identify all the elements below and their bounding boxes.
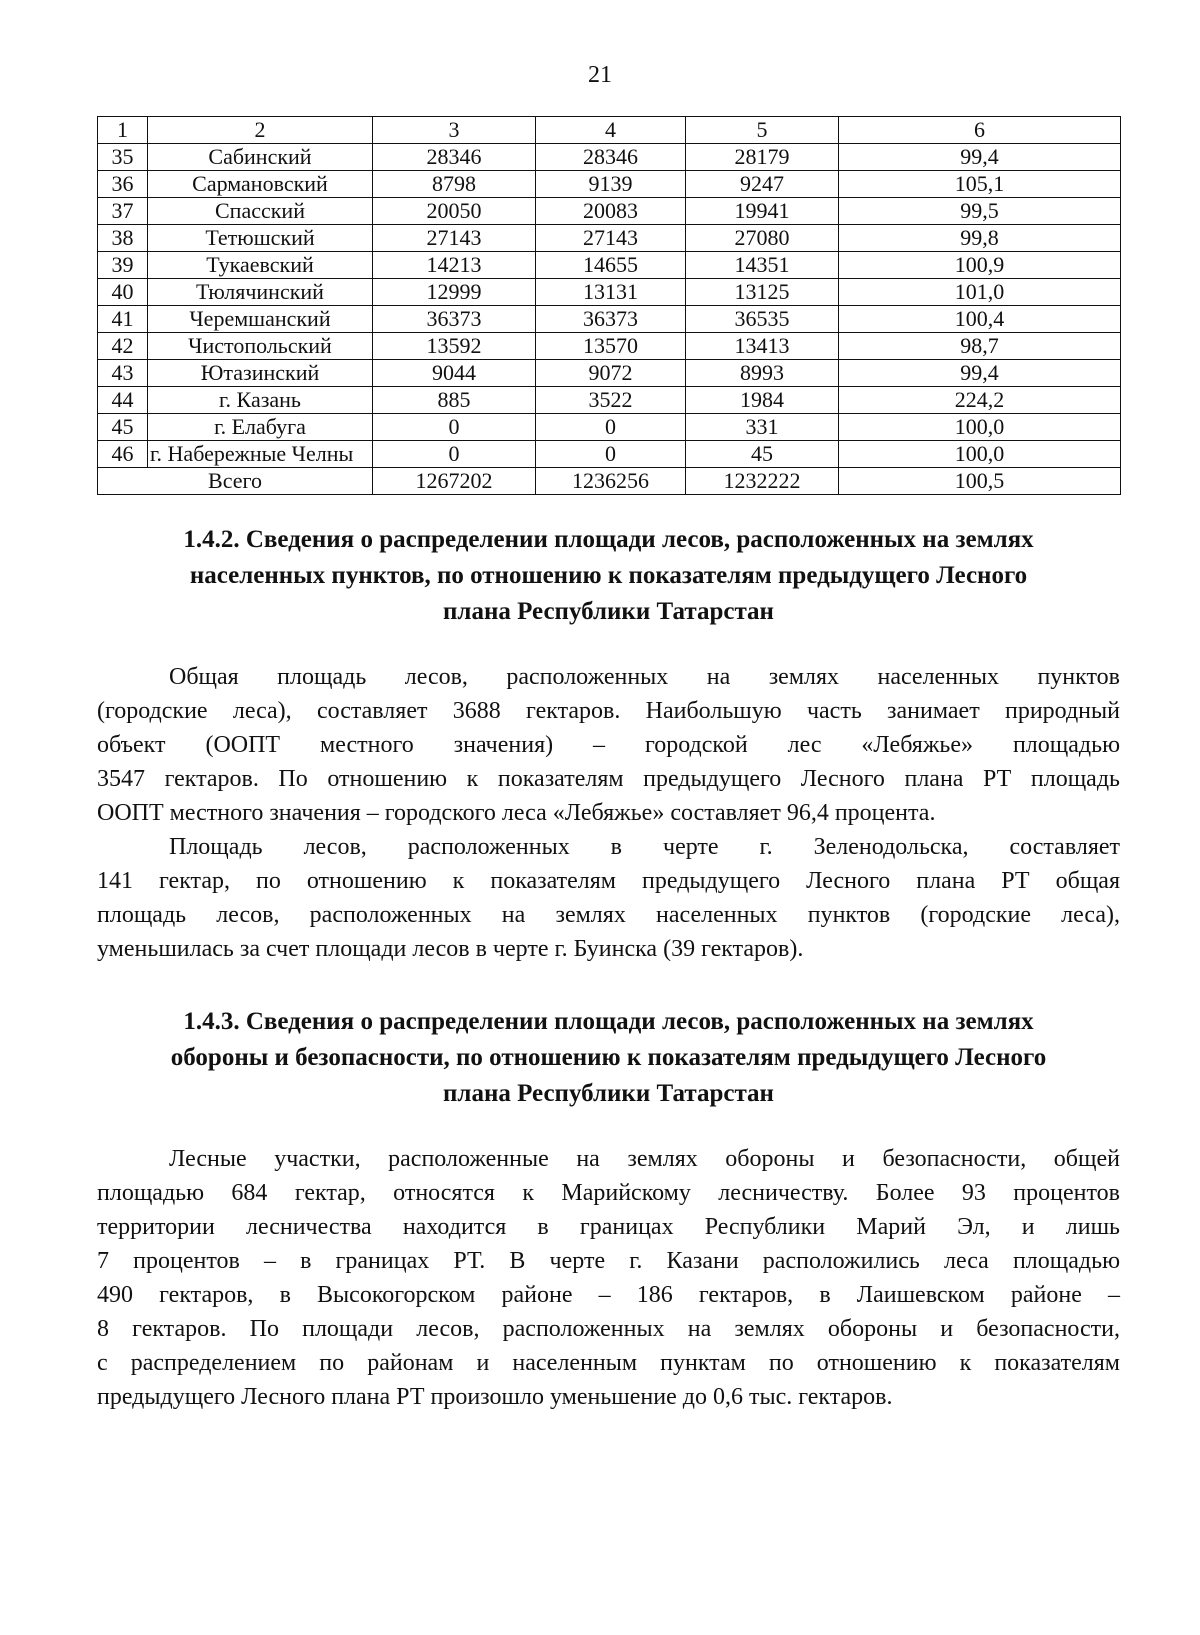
district-name: г. Набережные Челны [148, 441, 373, 468]
table-row [98, 252, 1121, 279]
district-name: Тетюшский [148, 225, 373, 252]
row-number: 35 [98, 144, 148, 171]
section-1-4-2-paragraph-1 [97, 660, 1120, 830]
value-cell: 9072 [536, 360, 686, 387]
value-cell: 13131 [536, 279, 686, 306]
value-cell: 28346 [373, 144, 536, 171]
title-line: 1.4.3. Сведения о распределении площади лесов, расположенных на землях [183, 1008, 1034, 1035]
value-cell: 0 [373, 414, 536, 441]
text-line: объект (ООПТ местного значения) – городской лес «Лебяжье» площадью [97, 732, 1120, 758]
text-line: Лесные участки, расположенные на землях обороны и безопасности, общей [169, 1146, 1120, 1172]
text-line: (городские леса), составляет 3688 гектаров. Наибольшую часть занимает природный [97, 698, 1120, 724]
text-line: Общая площадь лесов, расположенных на землях населенных пунктов [169, 664, 1120, 690]
text-line: территории лесничества находится в границах Республики Марий Эл, и лишь [97, 1214, 1120, 1240]
value-cell: 28179 [686, 144, 839, 171]
table-row [98, 333, 1121, 360]
row-number: 43 [98, 360, 148, 387]
header-cell: 1 [98, 117, 148, 144]
row-number: 45 [98, 414, 148, 441]
value-cell: 1984 [686, 387, 839, 414]
percent-cell: 100,4 [839, 306, 1121, 333]
value-cell: 27080 [686, 225, 839, 252]
percent-cell: 99,4 [839, 144, 1121, 171]
table-row [98, 225, 1121, 252]
percent-cell: 99,4 [839, 360, 1121, 387]
text-line: Площадь лесов, расположенных в черте г. Зеленодольска, составляет [169, 834, 1120, 860]
district-name: Сармановский [148, 171, 373, 198]
row-number: 41 [98, 306, 148, 333]
table-row [98, 144, 1121, 171]
percent-cell: 99,8 [839, 225, 1121, 252]
value-cell: 20083 [536, 198, 686, 225]
value-cell: 19941 [686, 198, 839, 225]
value-cell: 13413 [686, 333, 839, 360]
value-cell: 14351 [686, 252, 839, 279]
value-cell: 8993 [686, 360, 839, 387]
percent-cell: 100,0 [839, 441, 1121, 468]
value-cell: 28346 [536, 144, 686, 171]
district-name: Спасский [148, 198, 373, 225]
total-value: 1267202 [373, 468, 536, 495]
table-row [98, 360, 1121, 387]
section-1-4-2-paragraph-2 [97, 830, 1120, 966]
text-line: 8 гектаров. По площади лесов, расположенных на землях обороны и безопасности, [97, 1316, 1120, 1342]
value-cell: 36373 [536, 306, 686, 333]
percent-cell: 99,5 [839, 198, 1121, 225]
title-line: плана Республики Татарстан [443, 1080, 774, 1107]
district-name: г. Казань [148, 387, 373, 414]
section-1-4-2-title [97, 522, 1120, 630]
text-line: 490 гектаров, в Высокогорском районе – 186 гектаров, в Лаишевском районе – [97, 1282, 1120, 1308]
district-name: Сабинский [148, 144, 373, 171]
table-row [98, 387, 1121, 414]
row-number: 36 [98, 171, 148, 198]
value-cell: 0 [536, 441, 686, 468]
percent-cell: 100,9 [839, 252, 1121, 279]
page-number: 21 [588, 62, 612, 88]
percent-cell: 98,7 [839, 333, 1121, 360]
district-name: Черемшанский [148, 306, 373, 333]
header-cell: 3 [373, 117, 536, 144]
district-name: Ютазинский [148, 360, 373, 387]
table-row [98, 171, 1121, 198]
forest-area-table [97, 116, 1121, 495]
row-number: 44 [98, 387, 148, 414]
text-line: 141 гектар, по отношению к показателям предыдущего Лесного плана РТ общая [97, 868, 1120, 894]
table-header-row [98, 117, 1121, 144]
text-line: с распределением по районам и населенным пунктам по отношению к показателям [97, 1350, 1120, 1376]
value-cell: 20050 [373, 198, 536, 225]
row-number: 38 [98, 225, 148, 252]
district-name: г. Елабуга [148, 414, 373, 441]
section-1-4-3-title [97, 1004, 1120, 1112]
title-line: населенных пунктов, по отношению к показателям предыдущего Лесного [189, 562, 1028, 589]
value-cell: 27143 [536, 225, 686, 252]
title-line: плана Республики Татарстан [443, 598, 774, 625]
text-line: 7 процентов – в границах РТ. В черте г. Казани расположились леса площадью [97, 1248, 1120, 1274]
value-cell: 13570 [536, 333, 686, 360]
table-row [98, 279, 1121, 306]
table-row [98, 441, 1121, 468]
value-cell: 13592 [373, 333, 536, 360]
text-line: 3547 гектаров. По отношению к показателям предыдущего Лесного плана РТ площадь [97, 766, 1120, 792]
value-cell: 9139 [536, 171, 686, 198]
value-cell: 9044 [373, 360, 536, 387]
header-cell: 6 [839, 117, 1121, 144]
total-value: 1236256 [536, 468, 686, 495]
table-total-row [98, 468, 1121, 495]
value-cell: 9247 [686, 171, 839, 198]
section-1-4-3-paragraph-1 [97, 1142, 1120, 1414]
value-cell: 0 [536, 414, 686, 441]
percent-cell: 224,2 [839, 387, 1121, 414]
district-name: Чистопольский [148, 333, 373, 360]
value-cell: 45 [686, 441, 839, 468]
value-cell: 13125 [686, 279, 839, 306]
header-cell: 2 [148, 117, 373, 144]
text-line: площадь лесов, расположенных на землях населенных пунктов (городские леса), [97, 902, 1120, 928]
title-line: обороны и безопасности, по отношению к показателям предыдущего Лесного [170, 1044, 1047, 1071]
text-line: уменьшилась за счет площади лесов в черте г. Буинска (39 гектаров). [97, 936, 804, 962]
header-cell: 4 [536, 117, 686, 144]
value-cell: 14213 [373, 252, 536, 279]
total-value: 1232222 [686, 468, 839, 495]
value-cell: 27143 [373, 225, 536, 252]
district-name: Тюлячинский [148, 279, 373, 306]
district-name: Тукаевский [148, 252, 373, 279]
text-line: площадью 684 гектар, относятся к Марийскому лесничеству. Более 93 процентов [97, 1180, 1120, 1206]
text-line: ООПТ местного значения – городского леса «Лебяжье» составляет 96,4 процента. [97, 800, 936, 826]
value-cell: 0 [373, 441, 536, 468]
value-cell: 36373 [373, 306, 536, 333]
value-cell: 36535 [686, 306, 839, 333]
percent-cell: 101,0 [839, 279, 1121, 306]
header-cell: 5 [686, 117, 839, 144]
row-number: 40 [98, 279, 148, 306]
value-cell: 3522 [536, 387, 686, 414]
row-number: 37 [98, 198, 148, 225]
total-label: Всего [98, 468, 373, 495]
title-line: 1.4.2. Сведения о распределении площади лесов, расположенных на землях [183, 526, 1034, 553]
total-percent: 100,5 [839, 468, 1121, 495]
value-cell: 12999 [373, 279, 536, 306]
percent-cell: 100,0 [839, 414, 1121, 441]
value-cell: 885 [373, 387, 536, 414]
text-line: предыдущего Лесного плана РТ произошло уменьшение до 0,6 тыс. гектаров. [97, 1384, 893, 1410]
row-number: 39 [98, 252, 148, 279]
value-cell: 8798 [373, 171, 536, 198]
value-cell: 331 [686, 414, 839, 441]
table-row [98, 306, 1121, 333]
percent-cell: 105,1 [839, 171, 1121, 198]
table-row [98, 414, 1121, 441]
table-row [98, 198, 1121, 225]
value-cell: 14655 [536, 252, 686, 279]
row-number: 46 [98, 441, 148, 468]
row-number: 42 [98, 333, 148, 360]
